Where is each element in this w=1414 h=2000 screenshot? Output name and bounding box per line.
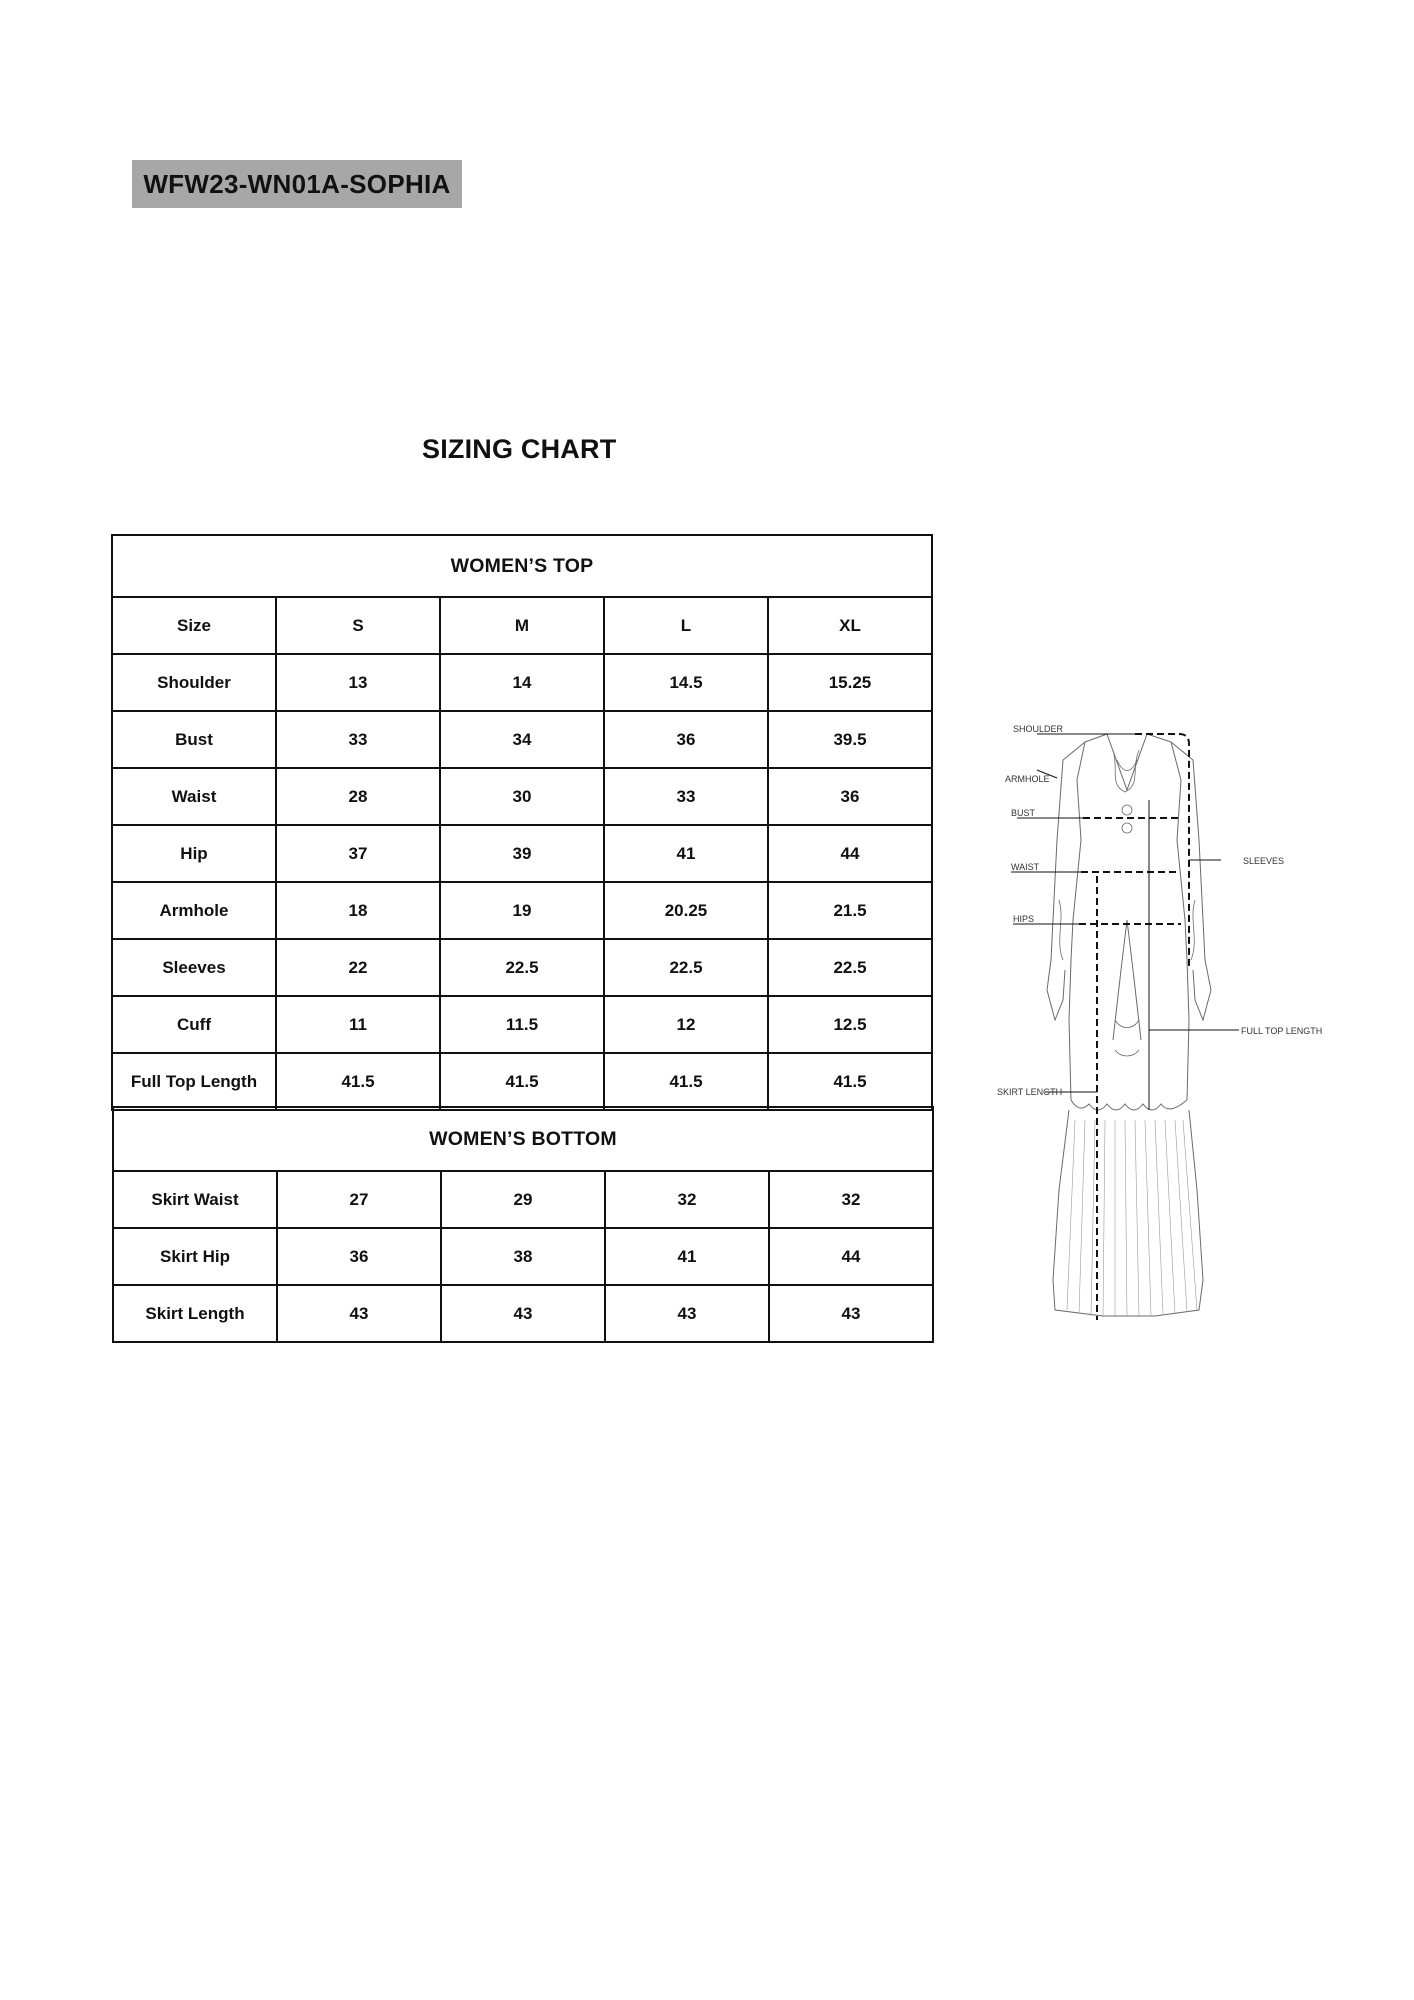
row-label: Bust	[112, 711, 276, 768]
garment-measurement-diagram	[985, 720, 1325, 1330]
row-label: Full Top Length	[112, 1053, 276, 1110]
row-label: Armhole	[112, 882, 276, 939]
row-label: Hip	[112, 825, 276, 882]
table-cell: 43	[277, 1285, 441, 1342]
womens-top-heading: WOMEN’S TOP	[112, 535, 932, 597]
table-cell: 21.5	[768, 882, 932, 939]
table-cell: 12	[604, 996, 768, 1053]
table-row	[112, 825, 932, 882]
table-cell: 33	[604, 768, 768, 825]
table-row	[113, 1228, 933, 1285]
table-cell: 41.5	[276, 1053, 440, 1110]
table-cell: 32	[769, 1171, 933, 1228]
table-cell: 15.25	[768, 654, 932, 711]
table-cell: 41.5	[604, 1053, 768, 1110]
table-row	[113, 1171, 933, 1228]
table-cell: 13	[276, 654, 440, 711]
table-cell: 36	[604, 711, 768, 768]
table-cell: 28	[276, 768, 440, 825]
table-cell: 14.5	[604, 654, 768, 711]
row-label: Skirt Length	[113, 1285, 277, 1342]
table-cell: 41.5	[440, 1053, 604, 1110]
table-cell: 41	[605, 1228, 769, 1285]
table-cell: 44	[769, 1228, 933, 1285]
table-header-row	[112, 597, 932, 654]
table-cell: 43	[441, 1285, 605, 1342]
table-cell: 37	[276, 825, 440, 882]
row-label: Sleeves	[112, 939, 276, 996]
table-cell: 36	[768, 768, 932, 825]
table-cell: 22.5	[604, 939, 768, 996]
table-cell: 41.5	[768, 1053, 932, 1110]
table-cell: 12.5	[768, 996, 932, 1053]
column-header: L	[604, 597, 768, 654]
table-cell: 43	[769, 1285, 933, 1342]
table-cell: 44	[768, 825, 932, 882]
table-cell: 30	[440, 768, 604, 825]
column-header: M	[440, 597, 604, 654]
table-cell: 19	[440, 882, 604, 939]
table-cell: 29	[441, 1171, 605, 1228]
table-row	[112, 1053, 932, 1110]
style-code-badge: WFW23-WN01A-SOPHIA	[132, 160, 462, 208]
table-cell: 39.5	[768, 711, 932, 768]
table-row	[112, 654, 932, 711]
label-skirt-length: SKIRT LENGTH	[997, 1087, 1063, 1097]
label-armhole: ARMHOLE	[1005, 774, 1050, 784]
label-waist: WAIST	[1011, 862, 1040, 872]
label-shoulder: SHOULDER	[1013, 724, 1064, 734]
table-cell: 38	[441, 1228, 605, 1285]
table-cell: 22.5	[440, 939, 604, 996]
label-full-top-length: FULL TOP LENGTH	[1241, 1026, 1323, 1036]
womens-bottom-table	[112, 1106, 934, 1343]
column-header: Size	[112, 597, 276, 654]
table-row	[112, 882, 932, 939]
label-hips: HIPS	[1013, 914, 1035, 924]
column-header: S	[276, 597, 440, 654]
womens-bottom-heading: WOMEN’S BOTTOM	[113, 1107, 933, 1171]
table-cell: 22	[276, 939, 440, 996]
table-cell: 14	[440, 654, 604, 711]
table-cell: 22.5	[768, 939, 932, 996]
garment-sketch	[1047, 734, 1211, 1316]
row-label: Cuff	[112, 996, 276, 1053]
row-label: Shoulder	[112, 654, 276, 711]
page-title: SIZING CHART	[422, 434, 617, 464]
table-row	[112, 711, 932, 768]
row-label: Waist	[112, 768, 276, 825]
label-bust: BUST	[1011, 808, 1036, 818]
table-row	[112, 768, 932, 825]
table-cell: 18	[276, 882, 440, 939]
table-row	[113, 1285, 933, 1342]
row-label: Skirt Waist	[113, 1171, 277, 1228]
table-row	[112, 939, 932, 996]
table-cell: 43	[605, 1285, 769, 1342]
table-cell: 33	[276, 711, 440, 768]
table-cell: 41	[604, 825, 768, 882]
womens-top-table	[111, 534, 933, 1111]
table-row	[112, 996, 932, 1053]
table-cell: 32	[605, 1171, 769, 1228]
table-cell: 11	[276, 996, 440, 1053]
table-cell: 20.25	[604, 882, 768, 939]
label-sleeves: SLEEVES	[1243, 856, 1285, 866]
table-cell: 36	[277, 1228, 441, 1285]
row-label: Skirt Hip	[113, 1228, 277, 1285]
table-cell: 11.5	[440, 996, 604, 1053]
table-cell: 39	[440, 825, 604, 882]
table-cell: 27	[277, 1171, 441, 1228]
table-cell: 34	[440, 711, 604, 768]
column-header: XL	[768, 597, 932, 654]
